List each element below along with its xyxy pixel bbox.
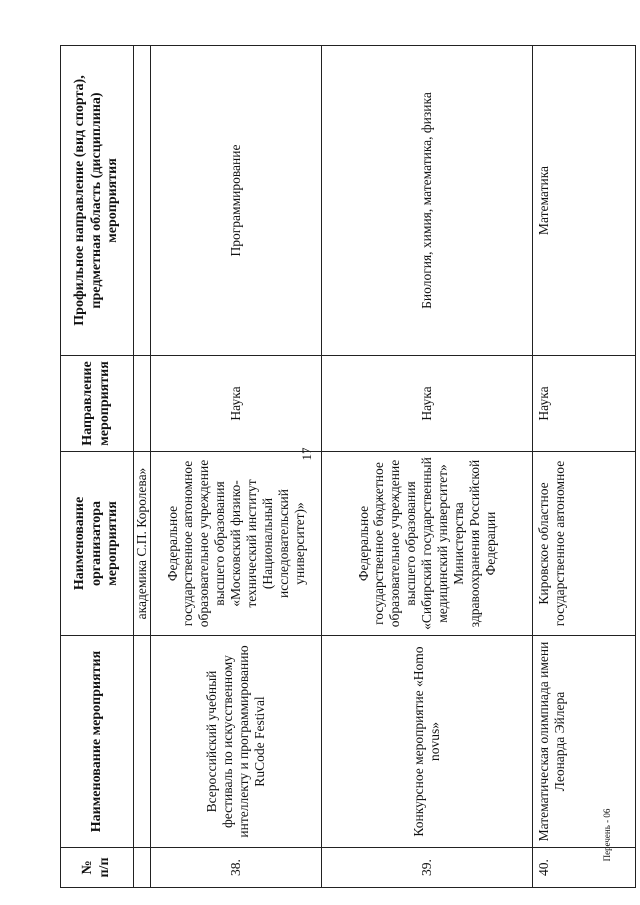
cell-organizer: академика С.П. Королева» <box>134 452 151 636</box>
rotated-table-container <box>60 46 580 888</box>
cell-number: 40. <box>533 848 636 888</box>
header-event-name: Наименование мероприятия <box>61 636 134 848</box>
cell-event-name: Математическая олимпиада имени Леонарда Эйлера <box>533 636 636 848</box>
events-table <box>60 45 636 888</box>
header-direction: Направление мероприятия <box>61 356 134 452</box>
footer-note: Перечень - 06 <box>602 808 612 862</box>
header-profile: Профильное направление (вид спорта), предметная область (дисциплина) мероприятия <box>61 46 134 356</box>
cell-organizer: Федеральное государственное автономное образовательное учреждение высшего образования «Московский физико-технический институт (Национальный исследовательский университет)» <box>151 452 322 636</box>
cell-direction: Наука <box>322 356 533 452</box>
cell-number: 39. <box>322 848 533 888</box>
table-row <box>322 46 533 888</box>
cell-event-name: Конкурсное мероприятие «Homo novus» <box>322 636 533 848</box>
cell-direction: Наука <box>151 356 322 452</box>
cell-number: 38. <box>151 848 322 888</box>
cell-profile: Математика <box>533 46 636 356</box>
cell-number <box>134 848 151 888</box>
header-organizer: Наименование организатора мероприятия <box>61 452 134 636</box>
header-number: № п/п <box>61 848 134 888</box>
cell-organizer: Кировское областное государственное автономное <box>533 452 636 636</box>
table-row <box>533 46 636 888</box>
cell-organizer: Федеральное государственное бюджетное образовательное учреждение высшего образования «Сибирский государственный медицинский университет» Министерства здравоохранения Российской Федерации <box>322 452 533 636</box>
cell-profile: Программирование <box>151 46 322 356</box>
cell-profile: Биология, химия, математика, физика <box>322 46 533 356</box>
table-row-continuation <box>134 46 151 888</box>
cell-event-name <box>134 636 151 848</box>
cell-direction: Наука <box>533 356 636 452</box>
cell-event-name: Всероссийский учебный фестиваль по искусственному интеллекту и программированию RuCode Festival <box>151 636 322 848</box>
cell-direction <box>134 356 151 452</box>
table-row <box>151 46 322 888</box>
cell-profile <box>134 46 151 356</box>
page-number: 17 <box>299 447 314 461</box>
table-header-row <box>61 46 134 888</box>
